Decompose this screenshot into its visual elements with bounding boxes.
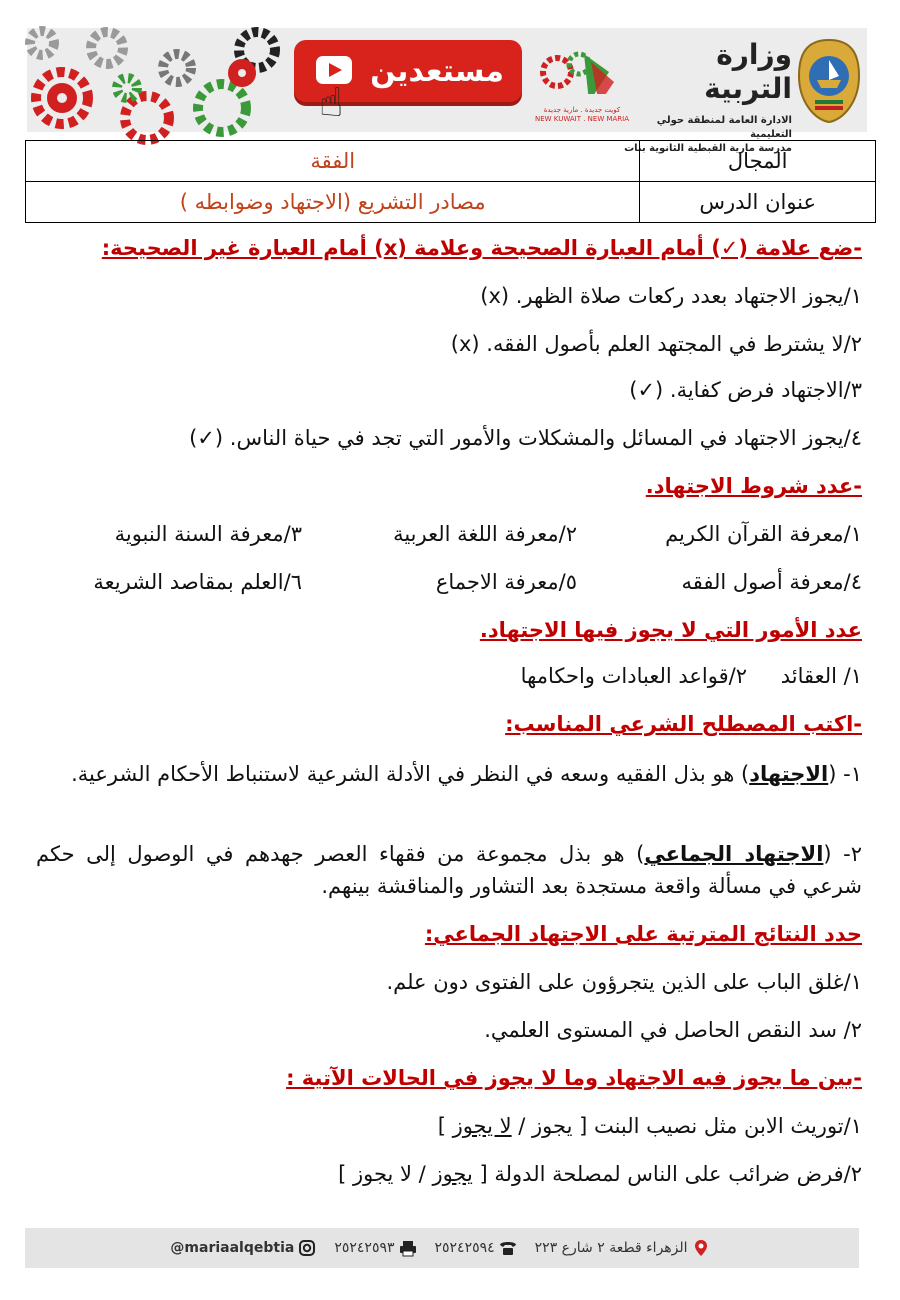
section2-item-5: ٥/معرفة الاجماع bbox=[435, 570, 577, 594]
section4-heading: -اكتب المصطلح الشرعي المناسب: bbox=[505, 712, 862, 736]
telephone-icon bbox=[499, 1239, 517, 1257]
kuwait-emblem-logo bbox=[795, 36, 863, 124]
instagram-handle[interactable]: @mariaalqebtia bbox=[170, 1240, 295, 1256]
header-banner bbox=[27, 28, 867, 154]
field-value: الفقة bbox=[26, 141, 640, 182]
pointer-hand-icon: ☝ bbox=[319, 80, 344, 126]
section2-item-4: ٤/معرفة أصول الفقه bbox=[681, 570, 862, 594]
section6-heading: -بين ما يجوز فيه الاجتهاد وما لا يجوز في الحالات الآتية : bbox=[286, 1066, 862, 1090]
section3-item-1: ١/ العقائد bbox=[780, 664, 862, 688]
instagram-item[interactable] bbox=[170, 1239, 320, 1257]
logo-caption-en: NEW KUWAIT . NEW MARIA bbox=[534, 115, 630, 123]
section1-item-2: ٢/لا يشترط في المجتهد العلم بأصول الفقه. (x) bbox=[450, 332, 862, 356]
term-ijtihad: الاجتهاد bbox=[749, 762, 829, 786]
address-item bbox=[535, 1239, 714, 1257]
lesson-label: عنوان الدرس bbox=[640, 182, 876, 223]
section2-item-6: ٦/العلم بمقاصد الشريعة bbox=[93, 570, 302, 594]
section5-item-2: ٢/ سد النقص الحاصل في المستوى العلمي. bbox=[484, 1018, 862, 1042]
lesson-value: مصادر التشريع (الاجتهاد وضوابطه ) bbox=[26, 182, 640, 223]
section2-item-3: ٣/معرفة السنة النبوية bbox=[114, 522, 302, 546]
section6-item-2: ٢/فرض ضرائب على الناس لمصلحة الدولة [ يجوز / لا يجوز ] bbox=[338, 1162, 862, 1186]
logo-caption-ar: كويت جديدة . مارية جديدة bbox=[543, 106, 621, 114]
section6-item-1: ١/توريث الابن مثل نصيب البنت [ يجوز / لا يجوز ] bbox=[437, 1114, 862, 1138]
footer-bar bbox=[25, 1228, 859, 1268]
gears-decoration bbox=[27, 28, 282, 132]
ministry-block bbox=[622, 38, 792, 156]
ministry-title: وزارة التربية bbox=[704, 38, 792, 105]
section5-heading: حدد النتائج المترتبة على الاجتهاد الجماعي: bbox=[424, 922, 862, 946]
section2-heading: -عدد شروط الاجتهاد. bbox=[645, 474, 862, 498]
address-text: الزهراء قطعة ٢ شارع ٢٢٣ bbox=[534, 1240, 688, 1256]
section1-heading: -ضع علامة (✓) أمام العبارة الصحيحة وعلامة (x) أمام العبارة غير الصحيحة: bbox=[101, 236, 862, 260]
ready-button-label: مستعدين bbox=[370, 53, 504, 89]
section1-item-1: ١/يجوز الاجتهاد بعدد ركعات صلاة الظهر. (x) bbox=[480, 284, 862, 308]
section5-item-1: ١/غلق الباب على الذين يتجرؤون على الفتوى دون علم. bbox=[386, 970, 862, 994]
section1-item-3: ٣/الاجتهاد فرض كفاية. (✓) bbox=[629, 378, 862, 402]
section1-item-4: ٤/يجوز الاجتهاد في المسائل والمشكلات والأمور التي تجد في حياة الناس. (✓) bbox=[189, 426, 862, 450]
section3-row bbox=[36, 664, 862, 694]
section2-row-1 bbox=[36, 522, 862, 552]
lesson-info-table bbox=[25, 140, 876, 223]
section3-item-2: ٢/قواعد العبادات واحكامها bbox=[520, 664, 747, 688]
district-name: الادارة العامة لمنطقة حولي التعليمية bbox=[656, 115, 792, 140]
section3-heading: عدد الأمور التي لا يجوز فيها الاجتهاد. bbox=[479, 618, 862, 642]
section2-item-1: ١/معرفة القرآن الكريم bbox=[665, 522, 862, 546]
phone-item bbox=[435, 1239, 521, 1257]
section2-item-2: ٢/معرفة اللغة العربية bbox=[393, 522, 577, 546]
fax-item bbox=[334, 1239, 420, 1257]
phone-number: ٢٥٢٤٢٥٩٤ bbox=[434, 1240, 495, 1256]
fax-number: ٢٥٢٤٢٥٩٣ bbox=[334, 1240, 395, 1256]
section4-item-1: ١- (الاجتهاد) هو بذل الفقيه وسعه في النظر في الأدلة الشرعية لاستنباط الأحكام الشرعية. bbox=[71, 762, 862, 786]
instagram-icon bbox=[298, 1239, 316, 1257]
fax-printer-icon bbox=[399, 1239, 417, 1257]
school-name: مدرسة مارية القبطية الثانوية بنات bbox=[624, 143, 792, 154]
answer-1: لا يجوز bbox=[452, 1114, 512, 1138]
location-pin-icon bbox=[692, 1239, 710, 1257]
section2-row-2 bbox=[36, 570, 862, 600]
section4-item-2: ٢- (الاجتهاد الجماعي) هو بذل مجموعة من فقهاء العصر جهدهم في الوصول إلى حكم شرعي في مسألة واقعة مستجدة بعد التشاور والمناقشة بينهم. bbox=[36, 842, 862, 898]
field-label: المجال bbox=[640, 141, 876, 182]
term-collective-ijtihad: الاجتهاد الجماعي bbox=[644, 842, 824, 866]
answer-2: يجوز bbox=[432, 1162, 473, 1186]
